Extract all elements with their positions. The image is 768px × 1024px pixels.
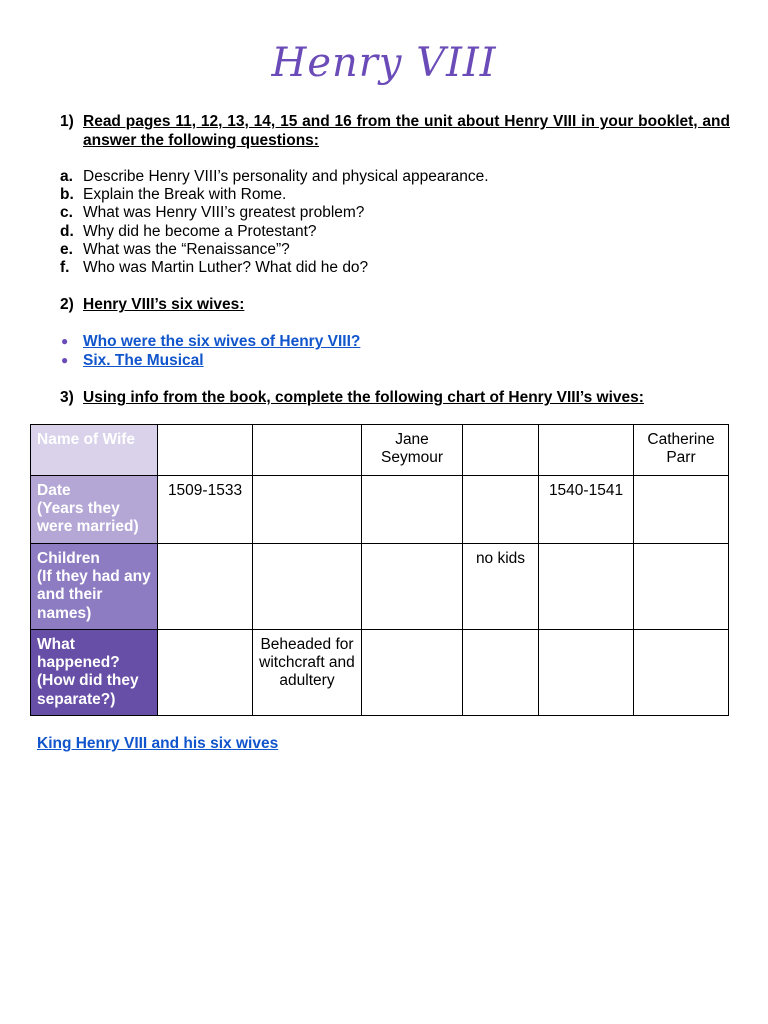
row-header-date: Date (Years they were married)	[31, 476, 158, 544]
table-cell	[539, 630, 634, 716]
question-number: 3)	[60, 389, 74, 407]
list-text: Describe Henry VIII’s personality and physical appearance.	[83, 168, 489, 185]
table-cell	[463, 630, 539, 716]
table-cell	[463, 425, 539, 476]
list-item	[60, 259, 768, 277]
question-text: Read pages 11, 12, 13, 14, 15 and 16 from the unit about Henry VIII in your booklet, and answer the following questions:	[83, 113, 730, 149]
table-cell	[362, 544, 463, 630]
table-cell	[634, 630, 729, 716]
question-1-list	[60, 168, 768, 277]
question-text: Henry VIII’s six wives:	[83, 296, 245, 314]
list-letter: c.	[60, 204, 73, 222]
table-cell	[463, 476, 539, 544]
table-row	[31, 630, 729, 716]
page-title: Henry VIII	[271, 40, 497, 86]
question-number: 2)	[60, 296, 74, 314]
table-cell	[634, 476, 729, 544]
row-header-what-happened: What happened? (How did they separate?)	[31, 630, 158, 716]
list-letter: f.	[60, 259, 70, 277]
list-item	[60, 241, 768, 259]
wives-chart	[30, 424, 729, 716]
table-cell	[253, 425, 362, 476]
table-cell	[253, 544, 362, 630]
table-cell	[158, 544, 253, 630]
bullet-icon: ●	[61, 334, 69, 349]
henry-wives-video-link[interactable]: King Henry VIII and his six wives	[37, 735, 279, 752]
table-cell: Catherine Parr	[634, 425, 729, 476]
table-row	[31, 544, 729, 630]
list-item	[60, 168, 768, 186]
list-text: Who was Martin Luther? What did he do?	[83, 259, 369, 277]
table-row	[31, 425, 729, 476]
table-cell: no kids	[463, 544, 539, 630]
list-item	[60, 332, 768, 351]
question-number: 1)	[60, 113, 74, 130]
row-header-children: Children (If they had any and their names)	[31, 544, 158, 630]
list-item	[60, 186, 768, 204]
six-musical-link[interactable]: Six. The Musical	[83, 352, 204, 370]
list-text: Why did he become a Protestant?	[83, 222, 317, 240]
bullet-icon: ●	[61, 353, 69, 368]
video-links	[60, 332, 768, 370]
question-3	[60, 388, 730, 407]
table-cell: Jane Seymour	[362, 425, 463, 476]
list-letter: a.	[60, 168, 73, 185]
table-cell	[362, 476, 463, 544]
table-cell	[253, 476, 362, 544]
table-cell	[539, 425, 634, 476]
question-1	[60, 112, 730, 150]
table-cell	[634, 544, 729, 630]
list-text: What was the “Renaissance”?	[83, 240, 290, 258]
table-cell	[539, 544, 634, 630]
list-text: What was Henry VIII’s greatest problem?	[83, 204, 365, 222]
list-text: Explain the Break with Rome.	[83, 186, 287, 204]
six-wives-link[interactable]: Who were the six wives of Henry VIII?	[83, 333, 361, 351]
list-item	[60, 351, 768, 370]
table-cell: 1540-1541	[539, 476, 634, 544]
table-row	[31, 476, 729, 544]
table-cell	[362, 630, 463, 716]
row-header-name: Name of Wife	[31, 425, 158, 476]
list-letter: e.	[60, 240, 73, 258]
list-item	[60, 204, 768, 222]
table-cell: Beheaded for witchcraft and adultery	[253, 630, 362, 716]
question-text: Using info from the book, complete the following chart of Henry VIII’s wives:	[83, 389, 644, 407]
question-2	[60, 295, 730, 314]
table-cell	[158, 630, 253, 716]
list-letter: d.	[60, 222, 74, 240]
worksheet-body	[0, 112, 768, 407]
table-cell	[158, 425, 253, 476]
table-cell: 1509-1533	[158, 476, 253, 544]
list-item	[60, 223, 768, 241]
list-letter: b.	[60, 186, 74, 204]
